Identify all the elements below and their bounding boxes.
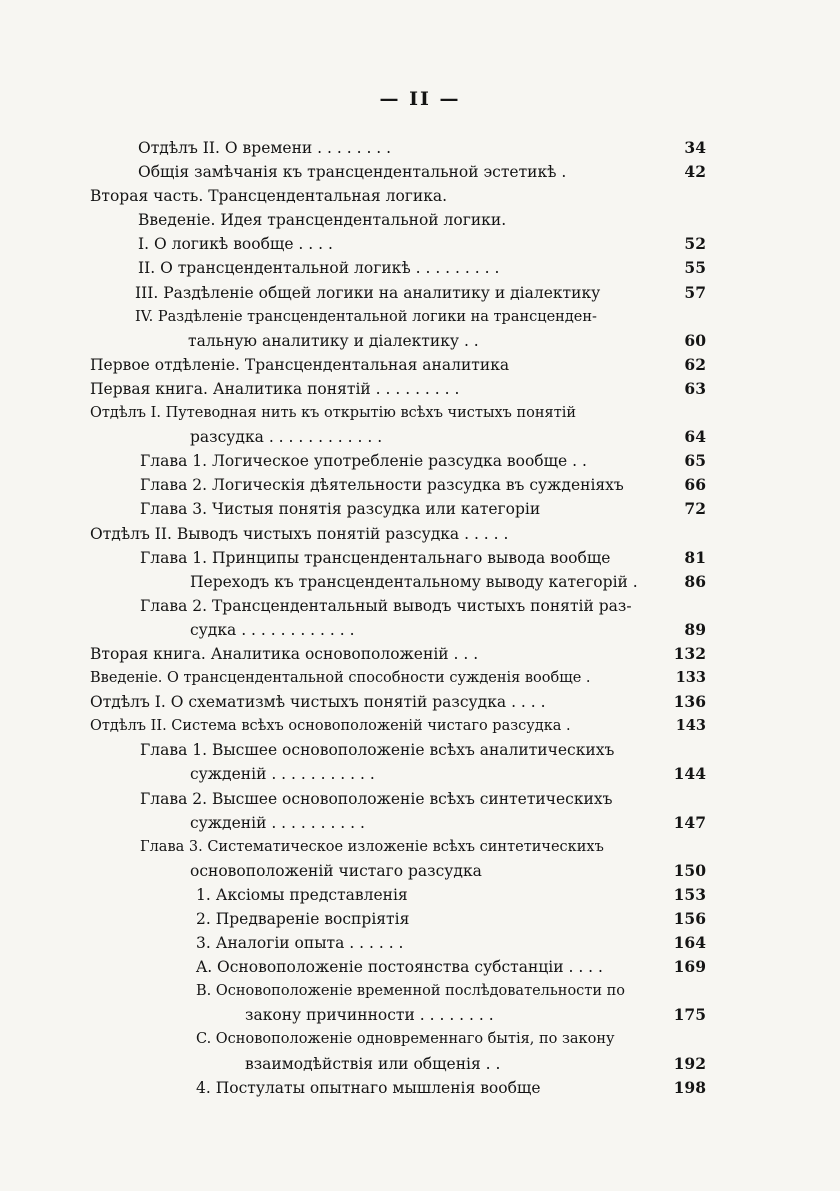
toc-entry-title: судка . . . . . . . . . . . . (190, 620, 355, 639)
toc-entry-page: 57 (684, 282, 706, 302)
toc-entry (0, 859, 840, 883)
toc-entry-page: 164 (673, 933, 706, 953)
toc-entry-page: 81 (684, 547, 706, 567)
toc-entry (0, 256, 840, 280)
toc-entry (0, 184, 840, 208)
toc-entry-page: 66 (684, 475, 706, 495)
toc-entry (0, 931, 840, 955)
toc-entry-title: тальную аналитику и діалектику . . (188, 331, 479, 350)
toc-entry (0, 425, 840, 449)
toc-entry-page: 153 (673, 884, 706, 904)
toc-entry (0, 281, 840, 305)
toc-entry-page: 63 (684, 378, 706, 398)
toc-entry-page: 144 (673, 764, 706, 784)
toc-entry-title: I. О логикѣ вообще . . . . (138, 235, 333, 254)
toc-entry-title: IV. Раздѣленіе трансцендентальной логики на трансценден- (135, 308, 597, 325)
toc-entry (0, 1027, 840, 1051)
toc-entry (0, 449, 840, 473)
toc-entry-title: Первая книга. Аналитика понятій . . . . . . . . . (90, 379, 460, 398)
toc-entry (0, 907, 840, 931)
toc-entry-title: Вторая часть. Трансцендентальная логика. (90, 187, 448, 206)
toc-entry-title: A. Основоположеніе постоянства субстанціи . . . . (196, 958, 603, 977)
toc-entry-title: 2. Предвареніе воспріятія (196, 910, 410, 928)
toc-entry (0, 690, 840, 714)
toc-entry-page: 65 (684, 451, 706, 471)
toc-entry-title: закону причинности . . . . . . . . (245, 1006, 494, 1025)
toc-entry-page: 169 (673, 957, 706, 977)
toc-entry-title: основоположеній чистаго разсудка (190, 861, 482, 880)
toc-entry (0, 160, 840, 184)
toc-entry (0, 594, 840, 618)
toc-entry-page: 143 (675, 717, 706, 735)
toc-entry-page: 136 (673, 692, 706, 712)
toc-entry-title: Вторая книга. Аналитика основоположеній . . . (90, 644, 479, 663)
toc-entry-title: Отдѣлъ II. Выводъ чистыхъ понятій разсудка . . . . . (90, 524, 509, 543)
toc-entry-title: Общія замѣчанія къ трансцендентальной эстетикѣ . (138, 163, 567, 182)
toc-entry (0, 835, 840, 859)
toc-entry-page: 156 (673, 909, 706, 928)
toc-entry-title: Переходъ къ трансцендентальному выводу категорій . (190, 572, 638, 591)
toc-entry-page: 147 (673, 812, 706, 832)
toc-entry (0, 738, 840, 762)
toc-entry-title: Глава 1. Логическое употребленіе разсудка вообще . . (140, 452, 587, 471)
toc-entry (0, 377, 840, 401)
toc-entry-title: взаимодѣйствія или общенія . . (245, 1054, 501, 1073)
toc-entry-title: C. Основоположеніе одновременнаго бытія, по закону (196, 1031, 615, 1048)
toc-entry (0, 642, 840, 666)
toc-entry (0, 1003, 840, 1027)
toc-entry (0, 1076, 840, 1100)
toc-entry (0, 208, 840, 232)
toc-entry (0, 666, 840, 690)
toc-entry-title: Глава 3. Систематическое изложеніе всѣхъ синтетическихъ (140, 838, 604, 855)
toc-entry-title: Отдѣлъ I. Путеводная нить къ открытію всѣхъ чистыхъ понятій (90, 405, 577, 422)
toc-entry-page: 86 (684, 571, 706, 591)
toc-entry (0, 353, 840, 377)
toc-entry-page: 192 (673, 1053, 706, 1073)
toc-entry-title: Глава 2. Трансцендентальный выводъ чистыхъ понятій раз- (140, 596, 632, 615)
toc-entry (0, 955, 840, 979)
toc-entry-title: Введеніе. Идея трансцендентальной логики. (138, 211, 507, 230)
toc-entry-page: 89 (684, 619, 706, 639)
toc-entry (0, 329, 840, 353)
toc-entry-page: 62 (684, 354, 706, 374)
toc-entry (0, 546, 840, 570)
toc-entry (0, 570, 840, 594)
table-of-contents (0, 136, 840, 1100)
toc-entry-title: Глава 3. Чистыя понятія разсудка или категоріи (140, 500, 541, 519)
toc-entry (0, 883, 840, 907)
toc-entry (0, 401, 840, 425)
toc-entry (0, 1052, 840, 1076)
toc-entry-page: 64 (684, 427, 706, 447)
toc-entry-title: Отдѣлъ I. О схематизмѣ чистыхъ понятій разсудка . . . . (90, 693, 546, 712)
toc-entry-title: Глава 2. Логическія дѣятельности разсудка въ сужденіяхъ (140, 476, 624, 495)
toc-entry (0, 136, 840, 160)
toc-entry-page: 150 (673, 860, 706, 880)
toc-entry-title: сужденій . . . . . . . . . . . (190, 765, 375, 784)
toc-entry-title: 1. Аксіомы представленія (196, 885, 408, 904)
toc-entry (0, 618, 840, 642)
toc-entry (0, 979, 840, 1003)
toc-entry-title: Отдѣлъ II. Система всѣхъ основоположеній чистаго разсудка . (90, 718, 571, 735)
toc-entry (0, 305, 840, 329)
toc-entry-title: II. О трансцендентальной логикѣ . . . . . . . . . (138, 259, 500, 278)
toc-entry-title: сужденій . . . . . . . . . . (190, 813, 365, 832)
toc-entry-page: 72 (684, 499, 706, 519)
toc-entry-title: Глава 2. Высшее основоположеніе всѣхъ синтетическихъ (140, 789, 613, 808)
toc-entry-title: разсудка . . . . . . . . . . . . (190, 428, 383, 447)
toc-entry (0, 232, 840, 256)
toc-entry-page: 198 (673, 1077, 706, 1097)
toc-entry (0, 762, 840, 786)
toc-entry-page: 133 (675, 669, 706, 687)
toc-entry-title: B. Основоположеніе временной послѣдовательности по (196, 983, 625, 1000)
toc-entry-page: 42 (684, 162, 706, 182)
toc-entry-title: Первое отдѣленіе. Трансцендентальная аналитика (90, 355, 510, 374)
toc-entry (0, 522, 840, 546)
toc-entry-title: Отдѣлъ II. О времени . . . . . . . . (138, 139, 392, 157)
toc-entry-title: Глава 1. Высшее основоположеніе всѣхъ аналитическихъ (140, 741, 615, 760)
toc-entry-page: 34 (684, 138, 706, 157)
toc-entry-title: III. Раздѣленіе общей логики на аналитику и діалектику (135, 283, 601, 302)
page-header: — II — (379, 88, 461, 110)
toc-entry (0, 714, 840, 738)
toc-entry-page: 175 (673, 1005, 706, 1025)
toc-entry-title: Введеніе. О трансцендентальной способности сужденія вообще . (90, 670, 591, 687)
toc-entry (0, 497, 840, 521)
toc-entry (0, 787, 840, 811)
toc-entry-page: 60 (684, 330, 706, 350)
toc-entry (0, 473, 840, 497)
toc-entry-page: 52 (684, 234, 706, 254)
toc-entry-title: 3. Аналогіи опыта . . . . . . (196, 934, 404, 953)
toc-entry-page: 132 (673, 643, 706, 663)
toc-entry-title: 4. Постулаты опытнаго мышленія вообще (196, 1078, 541, 1097)
toc-entry-title: Глава 1. Принципы трансцендентальнаго вывода вообще (140, 548, 611, 567)
toc-entry (0, 811, 840, 835)
toc-entry-page: 55 (684, 258, 706, 278)
